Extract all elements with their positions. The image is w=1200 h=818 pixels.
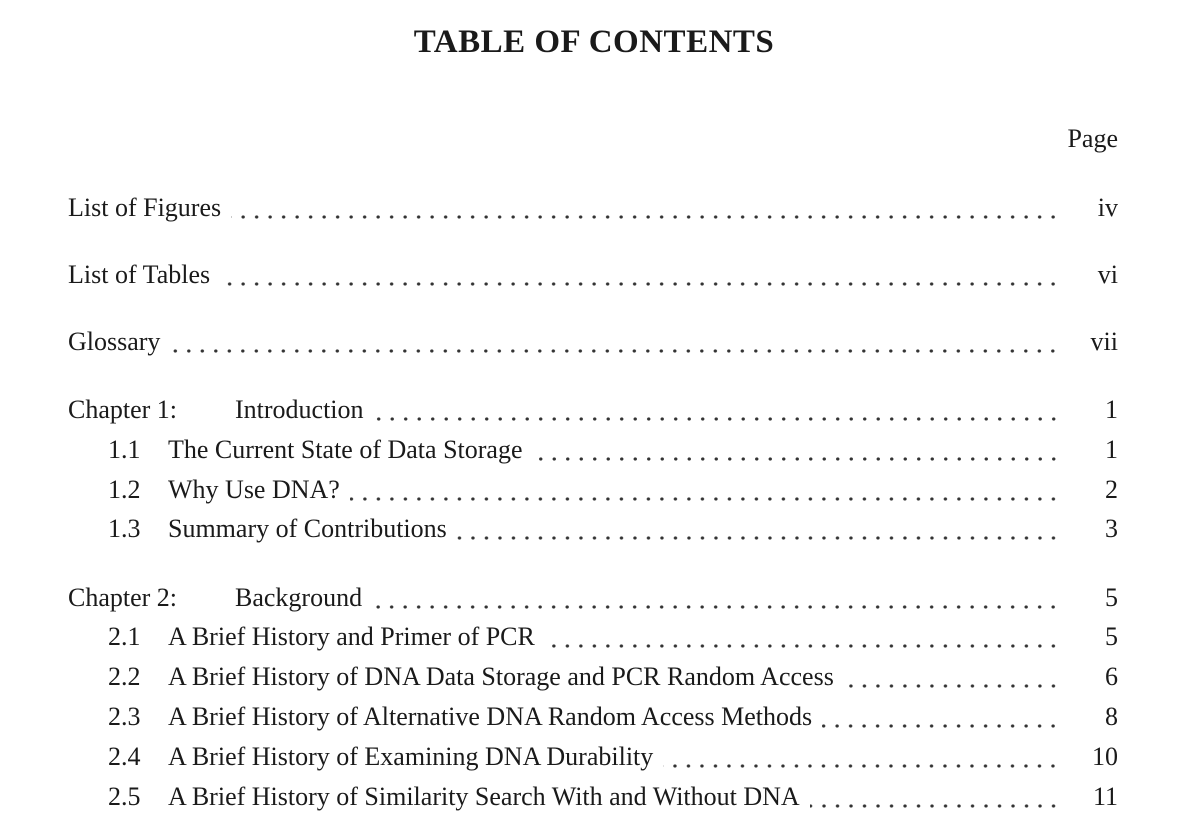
- entry-page: 5: [1105, 583, 1118, 612]
- entry-page: 5: [1105, 622, 1118, 651]
- page-column-header: Page: [1067, 124, 1118, 153]
- section-title: Summary of Contributions: [168, 514, 447, 543]
- toc-entry-section-1-2[interactable]: [108, 474, 1118, 506]
- entry-page: 1: [1105, 435, 1118, 464]
- toc-entry-section-1-1[interactable]: [108, 434, 1118, 466]
- toc-entry-chapter-2[interactable]: [68, 582, 1118, 614]
- entry-page: 1: [1105, 395, 1118, 424]
- dot-leader: [844, 682, 1060, 690]
- entry-label: List of Tables: [68, 260, 211, 289]
- toc-title: TABLE OF CONTENTS: [413, 24, 775, 60]
- entry-page: 10: [1092, 742, 1118, 771]
- toc-entry-section-2-3[interactable]: [108, 701, 1118, 733]
- dot-leader: [220, 280, 1060, 288]
- section-number: 1.1: [108, 435, 141, 464]
- toc-entry-section-2-1[interactable]: [108, 621, 1118, 653]
- dot-leader: [663, 762, 1060, 770]
- section-number: 2.4: [108, 742, 141, 771]
- entry-label: Glossary: [68, 327, 161, 356]
- section-title: The Current State of Data Storage: [168, 435, 523, 464]
- toc-entry-chapter-1[interactable]: [68, 394, 1118, 426]
- dot-leader: [170, 347, 1060, 355]
- entry-page: 6: [1105, 662, 1118, 691]
- chapter-title: Introduction: [235, 395, 364, 424]
- chapter-number: Chapter 2:: [68, 583, 178, 612]
- section-number: 2.1: [108, 622, 141, 651]
- section-title: A Brief History of DNA Data Storage and PCR Random Access: [168, 662, 834, 691]
- toc-entry-list-of-tables[interactable]: [68, 259, 1118, 291]
- entry-page: 11: [1092, 782, 1118, 811]
- entry-page: iv: [1097, 193, 1118, 222]
- chapter-title: Background: [235, 583, 363, 612]
- chapter-number: Chapter 1:: [68, 395, 178, 424]
- entry-label: List of Figures: [68, 193, 222, 222]
- dot-leader: [533, 455, 1061, 463]
- section-number: 1.2: [108, 475, 141, 504]
- entry-page: 2: [1105, 475, 1118, 504]
- dot-leader: [457, 534, 1060, 542]
- dot-leader: [231, 213, 1060, 221]
- section-title: A Brief History and Primer of PCR: [168, 622, 535, 651]
- dot-leader: [372, 603, 1060, 611]
- dot-leader: [350, 495, 1060, 503]
- toc-entry-section-2-2[interactable]: [108, 661, 1118, 693]
- toc-entry-section-2-5[interactable]: [108, 781, 1118, 813]
- toc-entry-glossary[interactable]: [68, 326, 1118, 358]
- dot-leader: [810, 802, 1060, 810]
- section-number: 1.3: [108, 514, 141, 543]
- entry-page: 3: [1105, 514, 1118, 543]
- dot-leader: [545, 642, 1060, 650]
- section-number: 2.2: [108, 662, 141, 691]
- section-title: Why Use DNA?: [168, 475, 340, 504]
- section-number: 2.3: [108, 702, 141, 731]
- toc-entry-section-1-3[interactable]: [108, 513, 1118, 545]
- toc-entry-section-2-4[interactable]: [108, 741, 1118, 773]
- section-title: A Brief History of Similarity Search With and Without DNA: [168, 782, 800, 811]
- section-title: A Brief History of Examining DNA Durability: [168, 742, 654, 771]
- section-number: 2.5: [108, 782, 141, 811]
- dot-leader: [374, 415, 1060, 423]
- section-title: A Brief History of Alternative DNA Random Access Methods: [168, 702, 813, 731]
- entry-page: vi: [1097, 260, 1118, 289]
- entry-page: 8: [1105, 702, 1118, 731]
- entry-page: vii: [1090, 327, 1118, 356]
- dot-leader: [822, 722, 1060, 730]
- toc-entry-list-of-figures[interactable]: [68, 192, 1118, 224]
